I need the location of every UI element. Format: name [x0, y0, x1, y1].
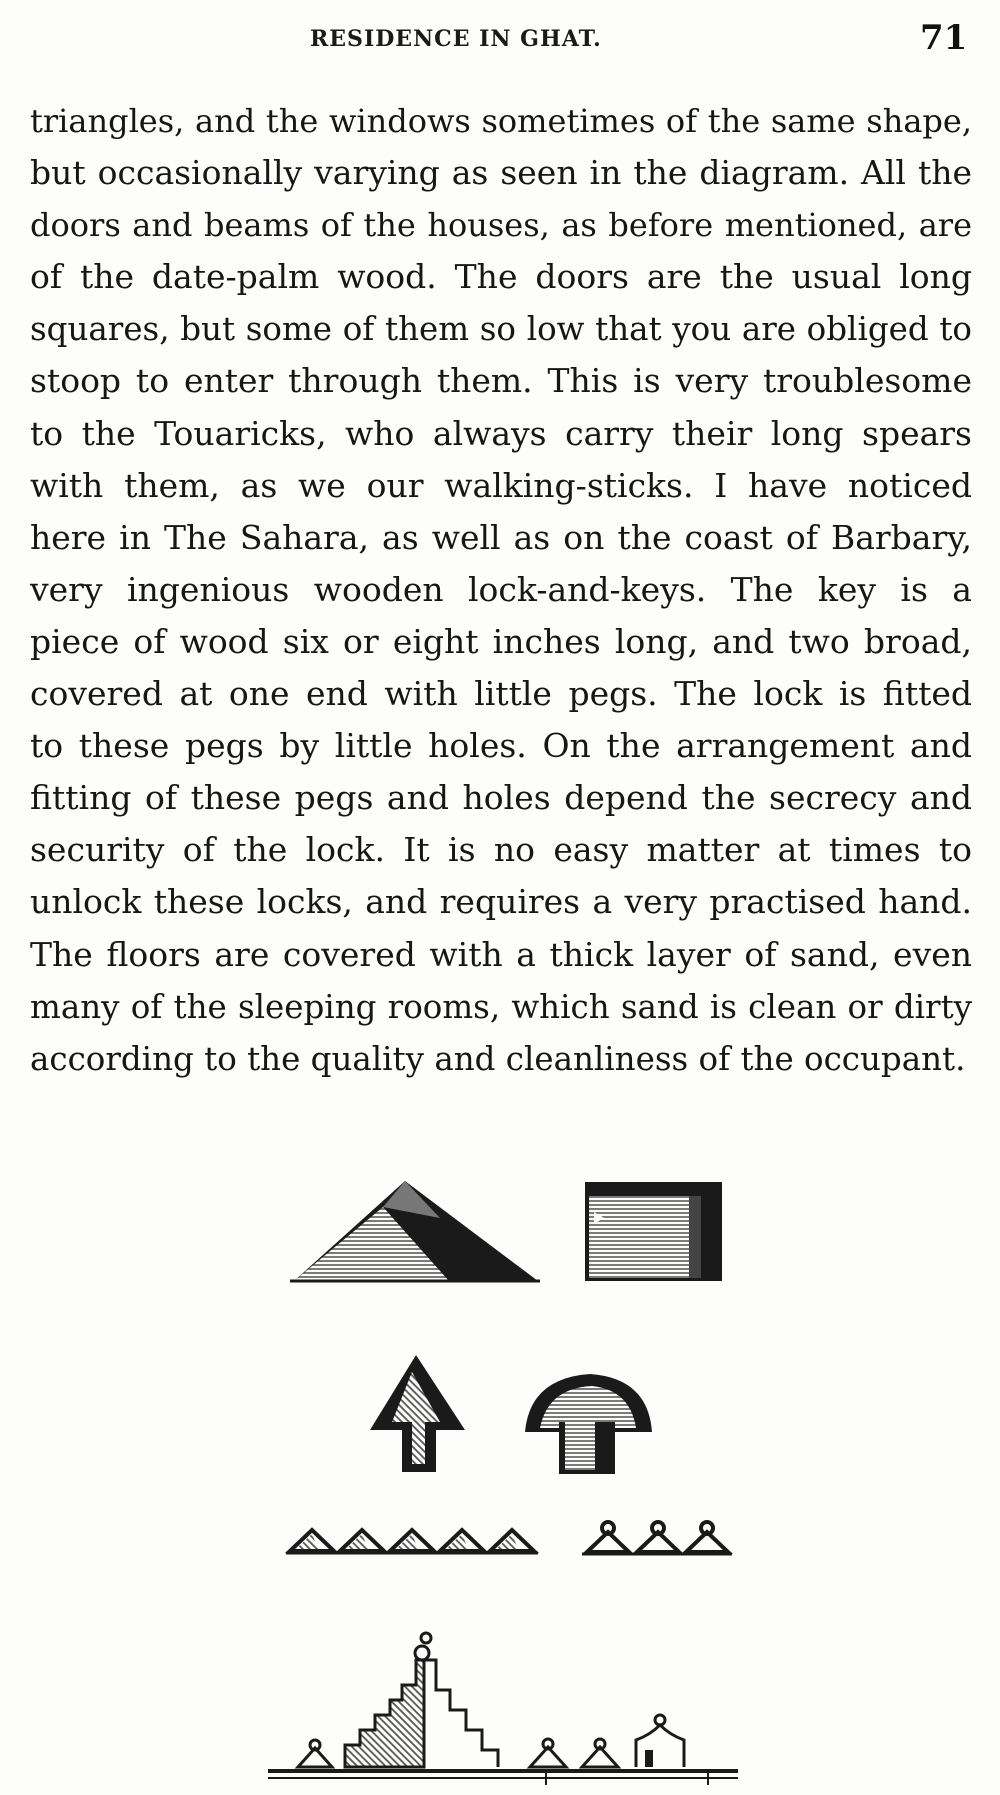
text-line: unlock these locks, and requires a very practised hand.: [30, 882, 972, 922]
square-window-figure: [585, 1182, 722, 1281]
text-line: with them, as we our walking-sticks. I have noticed: [30, 465, 972, 505]
text-line: very ingenious wooden lock-and-keys. The key is a: [30, 569, 972, 609]
text-line: but occasionally varying as seen in the diagram. All the: [30, 153, 972, 193]
running-head: RESIDENCE IN GHAT.: [310, 26, 602, 52]
text-line: according to the quality and cleanliness of the occupant.: [30, 1039, 966, 1078]
triangle-window-figure: [290, 1181, 540, 1281]
text-line: many of the sleeping rooms, which sand is clean or dirty: [30, 987, 972, 1026]
page-header: [0, 18, 1000, 68]
text-line: squares, but some of them so low that you are obliged to: [30, 310, 972, 349]
text-line: here in The Sahara, as well as on the coast of Barbary,: [30, 517, 972, 557]
text-line: to the Touaricks, who always carry their long spears: [30, 413, 972, 453]
text-line: piece of wood six or eight inches long, and two broad,: [30, 621, 972, 661]
body-paragraph: [30, 95, 972, 1085]
text-line: triangles, and the windows sometimes of the same shape,: [30, 102, 972, 140]
dome-window-figure: [525, 1374, 652, 1474]
text-line: security of the lock. It is no easy matter at times to: [30, 830, 972, 870]
small-triangles-row: [286, 1530, 538, 1553]
page-number: 71: [920, 18, 968, 58]
parapet-stair-figure: [268, 1633, 738, 1785]
small-arch-shapes-row: [582, 1522, 732, 1554]
text-line: of the date-palm wood. The doors are the usual long: [30, 257, 972, 297]
text-line: fitting of these pegs and holes depend the secrecy and: [30, 778, 972, 818]
arrow-window-figure: [370, 1355, 465, 1472]
text-line: covered at one end with little pegs. The lock is fitted: [30, 674, 972, 714]
text-line: to these pegs by little holes. On the arrangement and: [30, 726, 972, 766]
window-shapes-diagram: [0, 1160, 1000, 1790]
text-line: doors and beams of the houses, as before mentioned, are: [30, 206, 972, 245]
text-line: stoop to enter through them. This is very troublesome: [30, 361, 972, 401]
text-line: The floors are covered with a thick layer of sand, even: [30, 934, 972, 974]
